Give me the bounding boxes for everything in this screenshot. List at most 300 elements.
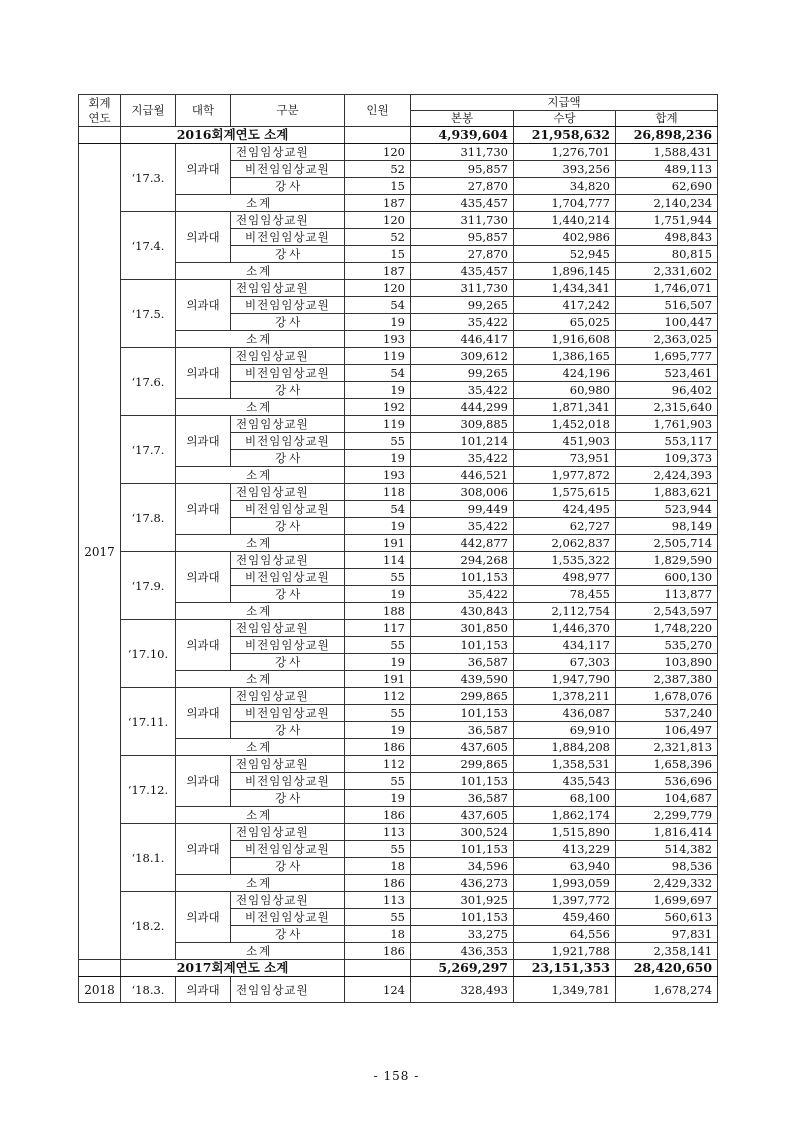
college-cell: 의과대 <box>176 977 231 1003</box>
subtotal-label: 소계 <box>176 943 345 960</box>
subtotal-allowance: 1,977,872 <box>514 467 616 484</box>
subtotal-allowance: 1,704,777 <box>514 195 616 212</box>
total-cell: 104,687 <box>616 790 718 807</box>
category-cell: 비전임임상교원 <box>231 773 345 790</box>
table-row <box>79 348 718 365</box>
college-cell: 의과대 <box>176 416 231 467</box>
category-cell: 비전임임상교원 <box>231 705 345 722</box>
allowance-cell: 73,951 <box>514 450 616 467</box>
year-2018-cell: 2018 <box>79 977 121 1003</box>
allowance-cell: 424,196 <box>514 365 616 382</box>
allowance-cell: 64,556 <box>514 926 616 943</box>
allowance-cell: 498,977 <box>514 569 616 586</box>
subtotal-total: 2,299,779 <box>616 807 718 824</box>
category-cell: 전임임상교원 <box>231 484 345 501</box>
base-pay-cell: 299,865 <box>411 756 514 773</box>
category-cell: 강사 <box>231 654 345 671</box>
month-cell: ‘17.3. <box>121 144 176 212</box>
total-cell: 96,402 <box>616 382 718 399</box>
headcount-cell: 55 <box>345 705 411 722</box>
total-cell: 537,240 <box>616 705 718 722</box>
category-cell: 비전임임상교원 <box>231 841 345 858</box>
allowance-cell: 52,945 <box>514 246 616 263</box>
empty-cell <box>345 127 411 144</box>
subtotal-allowance: 1,993,059 <box>514 875 616 892</box>
headcount-cell: 52 <box>345 229 411 246</box>
category-cell: 비전임임상교원 <box>231 229 345 246</box>
allowance-cell: 65,025 <box>514 314 616 331</box>
subtotal-label: 소계 <box>176 195 345 212</box>
base-pay-cell: 301,850 <box>411 620 514 637</box>
base-pay-cell: 36,587 <box>411 722 514 739</box>
month-cell: ‘17.9. <box>121 552 176 620</box>
headcount-cell: 118 <box>345 484 411 501</box>
subtotal-base-pay: 436,353 <box>411 943 514 960</box>
total-cell: 535,270 <box>616 637 718 654</box>
category-cell: 비전임임상교원 <box>231 297 345 314</box>
subtotal-base-pay: 437,605 <box>411 739 514 756</box>
category-cell: 전임임상교원 <box>231 892 345 909</box>
total-cell: 106,497 <box>616 722 718 739</box>
college-cell: 의과대 <box>176 280 231 331</box>
base-pay-cell: 35,422 <box>411 382 514 399</box>
headcount-cell: 54 <box>345 501 411 518</box>
month-cell: ‘17.4. <box>121 212 176 280</box>
header-category: 구분 <box>231 95 345 127</box>
headcount-cell: 55 <box>345 841 411 858</box>
month-cell: ‘17.5. <box>121 280 176 348</box>
subtotal-headcount: 188 <box>345 603 411 620</box>
headcount-cell: 112 <box>345 688 411 705</box>
allowance-cell: 1,397,772 <box>514 892 616 909</box>
subtotal-base-pay: 446,521 <box>411 467 514 484</box>
summary-2016-allowance: 21,958,632 <box>514 127 616 144</box>
headcount-cell: 113 <box>345 824 411 841</box>
total-cell: 62,690 <box>616 178 718 195</box>
category-cell: 비전임임상교원 <box>231 365 345 382</box>
subtotal-base-pay: 435,457 <box>411 195 514 212</box>
table-row <box>79 620 718 637</box>
allowance-cell: 34,820 <box>514 178 616 195</box>
table-row <box>79 144 718 161</box>
total-cell: 1,588,431 <box>616 144 718 161</box>
subtotal-base-pay: 436,273 <box>411 875 514 892</box>
base-pay-cell: 36,587 <box>411 790 514 807</box>
total-cell: 560,613 <box>616 909 718 926</box>
subtotal-label: 소계 <box>176 671 345 688</box>
table-body <box>79 95 718 1003</box>
subtotal-allowance: 1,884,208 <box>514 739 616 756</box>
allowance-cell: 451,903 <box>514 433 616 450</box>
category-cell: 강사 <box>231 722 345 739</box>
total-cell: 1,748,220 <box>616 620 718 637</box>
subtotal-allowance: 1,896,145 <box>514 263 616 280</box>
total-cell: 1,761,903 <box>616 416 718 433</box>
base-pay-cell: 300,524 <box>411 824 514 841</box>
category-cell: 전임임상교원 <box>231 552 345 569</box>
category-cell: 강사 <box>231 518 345 535</box>
college-cell: 의과대 <box>176 348 231 399</box>
base-pay-cell: 99,265 <box>411 365 514 382</box>
base-pay-cell: 35,422 <box>411 314 514 331</box>
header-base-pay: 본봉 <box>411 111 514 127</box>
subtotal-total: 2,363,025 <box>616 331 718 348</box>
allowance-cell: 436,087 <box>514 705 616 722</box>
table-row <box>79 756 718 773</box>
subtotal-allowance: 2,062,837 <box>514 535 616 552</box>
headcount-cell: 113 <box>345 892 411 909</box>
total-cell: 1,678,076 <box>616 688 718 705</box>
college-cell: 의과대 <box>176 824 231 875</box>
subtotal-base-pay: 446,417 <box>411 331 514 348</box>
allowance-cell: 393,256 <box>514 161 616 178</box>
total-cell: 113,877 <box>616 586 718 603</box>
subtotal-total: 2,387,380 <box>616 671 718 688</box>
category-cell: 전임임상교원 <box>231 212 345 229</box>
category-cell: 전임임상교원 <box>231 416 345 433</box>
subtotal-allowance: 1,871,341 <box>514 399 616 416</box>
total-cell: 100,447 <box>616 314 718 331</box>
total-cell: 536,696 <box>616 773 718 790</box>
subtotal-headcount: 192 <box>345 399 411 416</box>
total-cell: 1,829,590 <box>616 552 718 569</box>
subtotal-label: 소계 <box>176 263 345 280</box>
total-cell: 1,658,396 <box>616 756 718 773</box>
total-cell: 1,678,274 <box>616 977 718 1003</box>
header-college: 대학 <box>176 95 231 127</box>
allowance-cell: 435,543 <box>514 773 616 790</box>
subtotal-base-pay: 435,457 <box>411 263 514 280</box>
base-pay-cell: 328,493 <box>411 977 514 1003</box>
subtotal-label: 소계 <box>176 399 345 416</box>
headcount-cell: 54 <box>345 365 411 382</box>
total-cell: 1,746,071 <box>616 280 718 297</box>
total-cell: 523,944 <box>616 501 718 518</box>
base-pay-cell: 101,153 <box>411 773 514 790</box>
base-pay-cell: 27,870 <box>411 246 514 263</box>
header-total: 합계 <box>616 111 718 127</box>
category-cell: 전임임상교원 <box>231 620 345 637</box>
total-cell: 1,751,944 <box>616 212 718 229</box>
headcount-cell: 119 <box>345 416 411 433</box>
category-cell: 강사 <box>231 586 345 603</box>
table-row <box>79 552 718 569</box>
subtotal-base-pay: 442,877 <box>411 535 514 552</box>
base-pay-cell: 101,153 <box>411 637 514 654</box>
total-cell: 523,461 <box>616 365 718 382</box>
row-2018 <box>79 977 718 1003</box>
base-pay-cell: 301,925 <box>411 892 514 909</box>
subtotal-total: 2,331,602 <box>616 263 718 280</box>
base-pay-cell: 35,422 <box>411 450 514 467</box>
total-cell: 1,816,414 <box>616 824 718 841</box>
subtotal-headcount: 187 <box>345 263 411 280</box>
category-cell: 강사 <box>231 790 345 807</box>
category-cell: 비전임임상교원 <box>231 637 345 654</box>
college-cell: 의과대 <box>176 484 231 535</box>
header-headcount: 인원 <box>345 95 411 127</box>
table-row <box>79 212 718 229</box>
base-pay-cell: 35,422 <box>411 586 514 603</box>
headcount-cell: 114 <box>345 552 411 569</box>
month-cell: ‘17.6. <box>121 348 176 416</box>
base-pay-cell: 101,153 <box>411 705 514 722</box>
summary-2017-label: 2017회계연도 소계 <box>121 960 345 977</box>
allowance-cell: 68,100 <box>514 790 616 807</box>
header-amount: 지급액 <box>411 95 718 111</box>
subtotal-label: 소계 <box>176 875 345 892</box>
allowance-cell: 1,276,701 <box>514 144 616 161</box>
allowance-cell: 78,455 <box>514 586 616 603</box>
category-cell: 강사 <box>231 926 345 943</box>
total-cell: 98,149 <box>616 518 718 535</box>
subtotal-headcount: 186 <box>345 875 411 892</box>
category-cell: 비전임임상교원 <box>231 433 345 450</box>
base-pay-cell: 311,730 <box>411 280 514 297</box>
category-cell: 전임임상교원 <box>231 688 345 705</box>
category-cell: 전임임상교원 <box>231 280 345 297</box>
allowance-cell: 1,452,018 <box>514 416 616 433</box>
table-row <box>79 484 718 501</box>
total-cell: 98,536 <box>616 858 718 875</box>
page-number: - 158 - <box>373 1069 420 1083</box>
headcount-cell: 54 <box>345 297 411 314</box>
subtotal-base-pay: 444,299 <box>411 399 514 416</box>
allowance-cell: 62,727 <box>514 518 616 535</box>
base-pay-cell: 95,857 <box>411 229 514 246</box>
subtotal-total: 2,424,393 <box>616 467 718 484</box>
headcount-cell: 19 <box>345 790 411 807</box>
headcount-cell: 120 <box>345 212 411 229</box>
total-cell: 1,699,697 <box>616 892 718 909</box>
year-2017-cell: 2017 <box>79 144 121 960</box>
total-cell: 97,831 <box>616 926 718 943</box>
header-allowance: 수당 <box>514 111 616 127</box>
subtotal-total: 2,505,714 <box>616 535 718 552</box>
empty-cell <box>79 960 121 977</box>
summary-2017-total: 28,420,650 <box>616 960 718 977</box>
category-cell: 강사 <box>231 450 345 467</box>
subtotal-headcount: 193 <box>345 331 411 348</box>
headcount-cell: 19 <box>345 518 411 535</box>
allowance-cell: 1,358,531 <box>514 756 616 773</box>
month-cell: ‘18.3. <box>121 977 176 1003</box>
headcount-cell: 119 <box>345 348 411 365</box>
category-cell: 강사 <box>231 314 345 331</box>
month-cell: ‘17.7. <box>121 416 176 484</box>
headcount-cell: 55 <box>345 433 411 450</box>
category-cell: 전임임상교원 <box>231 348 345 365</box>
summary-2016-total: 26,898,236 <box>616 127 718 144</box>
base-pay-cell: 99,449 <box>411 501 514 518</box>
subtotal-total: 2,315,640 <box>616 399 718 416</box>
subtotal-headcount: 186 <box>345 807 411 824</box>
subtotal-base-pay: 437,605 <box>411 807 514 824</box>
allowance-cell: 1,446,370 <box>514 620 616 637</box>
category-cell: 강사 <box>231 246 345 263</box>
pay-table <box>78 94 718 1003</box>
base-pay-cell: 34,596 <box>411 858 514 875</box>
base-pay-cell: 35,422 <box>411 518 514 535</box>
headcount-cell: 19 <box>345 382 411 399</box>
college-cell: 의과대 <box>176 144 231 195</box>
base-pay-cell: 101,153 <box>411 569 514 586</box>
headcount-cell: 117 <box>345 620 411 637</box>
allowance-cell: 434,117 <box>514 637 616 654</box>
category-cell: 비전임임상교원 <box>231 569 345 586</box>
allowance-cell: 1,349,781 <box>514 977 616 1003</box>
college-cell: 의과대 <box>176 892 231 943</box>
headcount-cell: 19 <box>345 450 411 467</box>
subtotal-allowance: 1,862,174 <box>514 807 616 824</box>
subtotal-total: 2,543,597 <box>616 603 718 620</box>
table-row <box>79 280 718 297</box>
category-cell: 강사 <box>231 178 345 195</box>
base-pay-cell: 101,153 <box>411 841 514 858</box>
headcount-cell: 112 <box>345 756 411 773</box>
total-cell: 109,373 <box>616 450 718 467</box>
subtotal-allowance: 1,947,790 <box>514 671 616 688</box>
headcount-cell: 19 <box>345 722 411 739</box>
base-pay-cell: 101,153 <box>411 909 514 926</box>
college-cell: 의과대 <box>176 552 231 603</box>
headcount-cell: 120 <box>345 280 411 297</box>
base-pay-cell: 36,587 <box>411 654 514 671</box>
total-cell: 600,130 <box>616 569 718 586</box>
headcount-cell: 19 <box>345 586 411 603</box>
subtotal-base-pay: 430,843 <box>411 603 514 620</box>
subtotal-total: 2,358,141 <box>616 943 718 960</box>
base-pay-cell: 33,275 <box>411 926 514 943</box>
total-cell: 489,113 <box>616 161 718 178</box>
category-cell: 비전임임상교원 <box>231 161 345 178</box>
allowance-cell: 1,386,165 <box>514 348 616 365</box>
category-cell: 전임임상교원 <box>231 756 345 773</box>
headcount-cell: 55 <box>345 909 411 926</box>
subtotal-headcount: 191 <box>345 671 411 688</box>
subtotal-headcount: 186 <box>345 943 411 960</box>
allowance-cell: 1,378,211 <box>514 688 616 705</box>
subtotal-base-pay: 439,590 <box>411 671 514 688</box>
month-cell: ‘17.10. <box>121 620 176 688</box>
subtotal-headcount: 193 <box>345 467 411 484</box>
subtotal-headcount: 191 <box>345 535 411 552</box>
headcount-cell: 19 <box>345 654 411 671</box>
subtotal-label: 소계 <box>176 739 345 756</box>
allowance-cell: 63,940 <box>514 858 616 875</box>
base-pay-cell: 101,214 <box>411 433 514 450</box>
college-cell: 의과대 <box>176 688 231 739</box>
summary-2017-allowance: 23,151,353 <box>514 960 616 977</box>
subtotal-allowance: 1,916,608 <box>514 331 616 348</box>
month-cell: ‘18.2. <box>121 892 176 960</box>
table-row <box>79 416 718 433</box>
allowance-cell: 1,575,615 <box>514 484 616 501</box>
subtotal-label: 소계 <box>176 331 345 348</box>
subtotal-label: 소계 <box>176 535 345 552</box>
empty-cell <box>345 960 411 977</box>
headcount-cell: 18 <box>345 858 411 875</box>
category-cell: 전임임상교원 <box>231 144 345 161</box>
total-cell: 1,883,621 <box>616 484 718 501</box>
allowance-cell: 1,535,322 <box>514 552 616 569</box>
headcount-cell: 124 <box>345 977 411 1003</box>
subtotal-total: 2,429,332 <box>616 875 718 892</box>
base-pay-cell: 311,730 <box>411 144 514 161</box>
allowance-cell: 67,303 <box>514 654 616 671</box>
category-cell: 비전임임상교원 <box>231 909 345 926</box>
summary-2017-base: 5,269,297 <box>411 960 514 977</box>
total-cell: 514,382 <box>616 841 718 858</box>
headcount-cell: 55 <box>345 637 411 654</box>
table-row <box>79 892 718 909</box>
base-pay-cell: 294,268 <box>411 552 514 569</box>
subtotal-total: 2,140,234 <box>616 195 718 212</box>
month-cell: ‘18.1. <box>121 824 176 892</box>
category-cell: 강사 <box>231 382 345 399</box>
allowance-cell: 417,242 <box>514 297 616 314</box>
summary-2016-base: 4,939,604 <box>411 127 514 144</box>
total-cell: 553,117 <box>616 433 718 450</box>
category-cell: 전임임상교원 <box>231 824 345 841</box>
summary-2016-row <box>79 127 718 144</box>
subtotal-headcount: 187 <box>345 195 411 212</box>
headcount-cell: 55 <box>345 569 411 586</box>
subtotal-total: 2,321,813 <box>616 739 718 756</box>
month-cell: ‘17.8. <box>121 484 176 552</box>
total-cell: 516,507 <box>616 297 718 314</box>
header-pay-month: 지급월 <box>121 95 176 127</box>
allowance-cell: 69,910 <box>514 722 616 739</box>
college-cell: 의과대 <box>176 620 231 671</box>
base-pay-cell: 309,612 <box>411 348 514 365</box>
headcount-cell: 15 <box>345 178 411 195</box>
base-pay-cell: 27,870 <box>411 178 514 195</box>
headcount-cell: 18 <box>345 926 411 943</box>
college-cell: 의과대 <box>176 756 231 807</box>
headcount-cell: 120 <box>345 144 411 161</box>
empty-cell <box>79 127 121 144</box>
base-pay-cell: 99,265 <box>411 297 514 314</box>
base-pay-cell: 299,865 <box>411 688 514 705</box>
table-row <box>79 688 718 705</box>
category-cell: 비전임임상교원 <box>231 501 345 518</box>
base-pay-cell: 311,730 <box>411 212 514 229</box>
subtotal-label: 소계 <box>176 603 345 620</box>
summary-2016-label: 2016회계연도 소계 <box>121 127 345 144</box>
allowance-cell: 459,460 <box>514 909 616 926</box>
total-cell: 80,815 <box>616 246 718 263</box>
table-row <box>79 824 718 841</box>
base-pay-cell: 308,006 <box>411 484 514 501</box>
base-pay-cell: 95,857 <box>411 161 514 178</box>
category-cell: 강사 <box>231 858 345 875</box>
headcount-cell: 52 <box>345 161 411 178</box>
month-cell: ‘17.12. <box>121 756 176 824</box>
header-fiscal-year: 회계 연도 <box>79 95 121 127</box>
subtotal-label: 소계 <box>176 467 345 484</box>
allowance-cell: 1,515,890 <box>514 824 616 841</box>
category-cell: 전임임상교원 <box>231 977 345 1003</box>
subtotal-label: 소계 <box>176 807 345 824</box>
subtotal-allowance: 1,921,788 <box>514 943 616 960</box>
college-cell: 의과대 <box>176 212 231 263</box>
base-pay-cell: 309,885 <box>411 416 514 433</box>
allowance-cell: 413,229 <box>514 841 616 858</box>
allowance-cell: 1,440,214 <box>514 212 616 229</box>
summary-2017-row <box>79 960 718 977</box>
allowance-cell: 1,434,341 <box>514 280 616 297</box>
